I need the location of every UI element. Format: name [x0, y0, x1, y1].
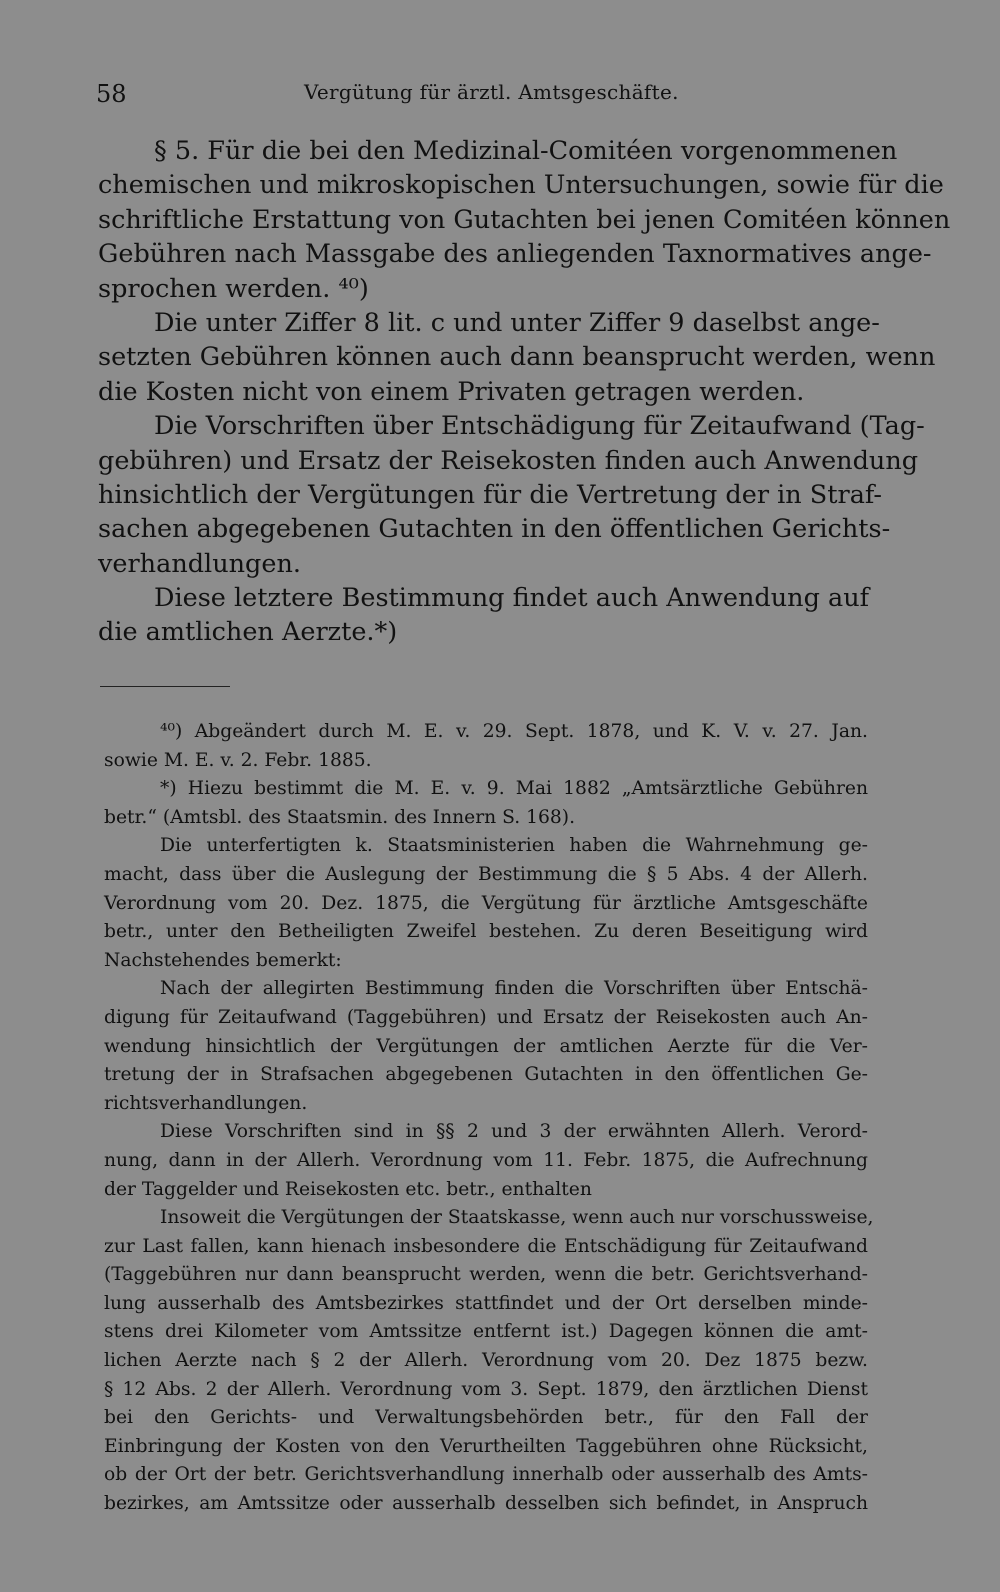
footnote-line: betr., unter den Betheiligten Zweifel bestehen. Zu deren Beseitigung wird — [104, 921, 868, 943]
text-line: verhandlungen. — [98, 548, 302, 579]
text-line: sprochen werden. ⁴⁰) — [98, 273, 369, 304]
footnote-line: Nachstehendes bemerkt: — [104, 949, 342, 971]
text-line: schriftliche Erstattung von Gutachten bei jenen Comitéen können — [98, 204, 951, 235]
footnote-line: Einbringung der Kosten von den Verurtheilten Taggebühren ohne Rücksicht, — [104, 1435, 868, 1457]
footnote-line: wendung hinsichtlich der Vergütungen der amtlichen Aerzte für die Ver- — [104, 1035, 868, 1057]
footnote-line: bei den Gerichts- und Verwaltungsbehörden betr., für den Fall der — [104, 1407, 868, 1429]
text-line: hinsichtlich der Vergütungen für die Vertretung der in Straf- — [98, 479, 883, 510]
footnote-line: bezirkes, am Amtssitze oder ausserhalb desselben sich befindet, in Anspruch — [104, 1493, 868, 1515]
footnote-separator — [100, 686, 230, 687]
footnote-line: Die unterfertigten k. Staatsministerien haben die Wahrnehmung ge- — [160, 835, 868, 857]
text-line: die Kosten nicht von einem Privaten getragen werden. — [98, 376, 805, 407]
page-header — [96, 80, 876, 114]
running-head: Vergütung für ärztl. Amtsgeschäfte. — [304, 80, 679, 104]
text-line: Diese letztere Bestimmung findet auch Anwendung auf — [154, 583, 870, 614]
footnote-line: sowie M. E. v. 2. Febr. 1885. — [104, 749, 372, 771]
footnote-line: ob der Ort der betr. Gerichtsverhandlung innerhalb oder ausserhalb des Amts- — [104, 1464, 868, 1486]
text-line: Die Vorschriften über Entschädigung für Zeitaufwand (Tag- — [154, 411, 925, 442]
footnote-line: nung, dann in der Allerh. Verordnung vom 11. Febr. 1875, die Aufrechnung — [104, 1149, 868, 1171]
page-number: 58 — [96, 80, 127, 108]
footnote-line: digung für Zeitaufwand (Taggebühren) und Ersatz der Reisekosten auch An- — [104, 1006, 868, 1028]
text-line: Die unter Ziffer 8 lit. c und unter Ziffer 9 daselbst ange- — [154, 307, 880, 338]
footnote-line: macht, dass über die Auslegung der Bestimmung die § 5 Abs. 4 der Allerh. — [104, 863, 868, 885]
footnote-line: Insoweit die Vergütungen der Staatskasse, wenn auch nur vorschussweise, — [160, 1207, 874, 1229]
footnotes — [104, 718, 874, 1519]
footnote-line: § 12 Abs. 2 der Allerh. Verordnung vom 3. Sept. 1879, den ärztlichen Dienst — [104, 1378, 868, 1400]
footnote-line: ⁴⁰) Abgeändert durch M. E. v. 29. Sept. 1878, und K. V. v. 27. Jan. — [160, 721, 868, 742]
main-text — [98, 134, 951, 650]
footnote-line: lichen Aerzte nach § 2 der Allerh. Verordnung vom 20. Dez 1875 bezw. — [104, 1350, 868, 1372]
footnote-line: stens drei Kilometer vom Amtssitze entfernt ist.) Dagegen können die amt- — [104, 1321, 868, 1343]
footnote-line: Nach der allegirten Bestimmung finden die Vorschriften über Entschä- — [160, 978, 868, 1000]
text-line: § 5. Für die bei den Medizinal-Comitéen vorgenommenen — [154, 136, 898, 166]
footnote-line: betr.“ (Amtsbl. des Staatsmin. des Innern S. 168). — [104, 806, 576, 828]
footnote-line: richtsverhandlungen. — [104, 1092, 308, 1114]
text-line: Gebühren nach Massgabe des anliegenden Taxnormatives ange- — [98, 239, 932, 270]
text-line: chemischen und mikroskopischen Untersuchungen, sowie für die — [98, 170, 944, 201]
footnote-line: Verordnung vom 20. Dez. 1875, die Vergütung für ärztliche Amtsgeschäfte — [104, 892, 868, 914]
text-line: die amtlichen Aerzte.*) — [98, 617, 398, 648]
text-line: setzten Gebühren können auch dann beansprucht werden, wenn — [98, 342, 936, 373]
footnote-line: der Taggelder und Reisekosten etc. betr., enthalten — [104, 1178, 592, 1200]
footnote-line: (Taggebühren nur dann beansprucht werden, wenn die betr. Gerichtsverhand- — [104, 1264, 868, 1286]
footnote-line: *) Hiezu bestimmt die M. E. v. 9. Mai 1882 „Amtsärztliche Gebühren — [160, 778, 868, 800]
text-line: sachen abgegebenen Gutachten in den öffentlichen Gerichts- — [98, 514, 891, 545]
footnote-line: zur Last fallen, kann hienach insbesondere die Entschädigung für Zeitaufwand — [104, 1235, 868, 1257]
footnote-line: lung ausserhalb des Amtsbezirkes stattfindet und der Ort derselben minde- — [104, 1292, 868, 1314]
text-line: gebühren) und Ersatz der Reisekosten finden auch Anwendung — [98, 445, 919, 476]
footnote-line: Diese Vorschriften sind in §§ 2 und 3 der erwähnten Allerh. Verord- — [160, 1121, 868, 1143]
footnote-line: tretung der in Strafsachen abgegebenen Gutachten in den öffentlichen Ge- — [104, 1064, 868, 1086]
